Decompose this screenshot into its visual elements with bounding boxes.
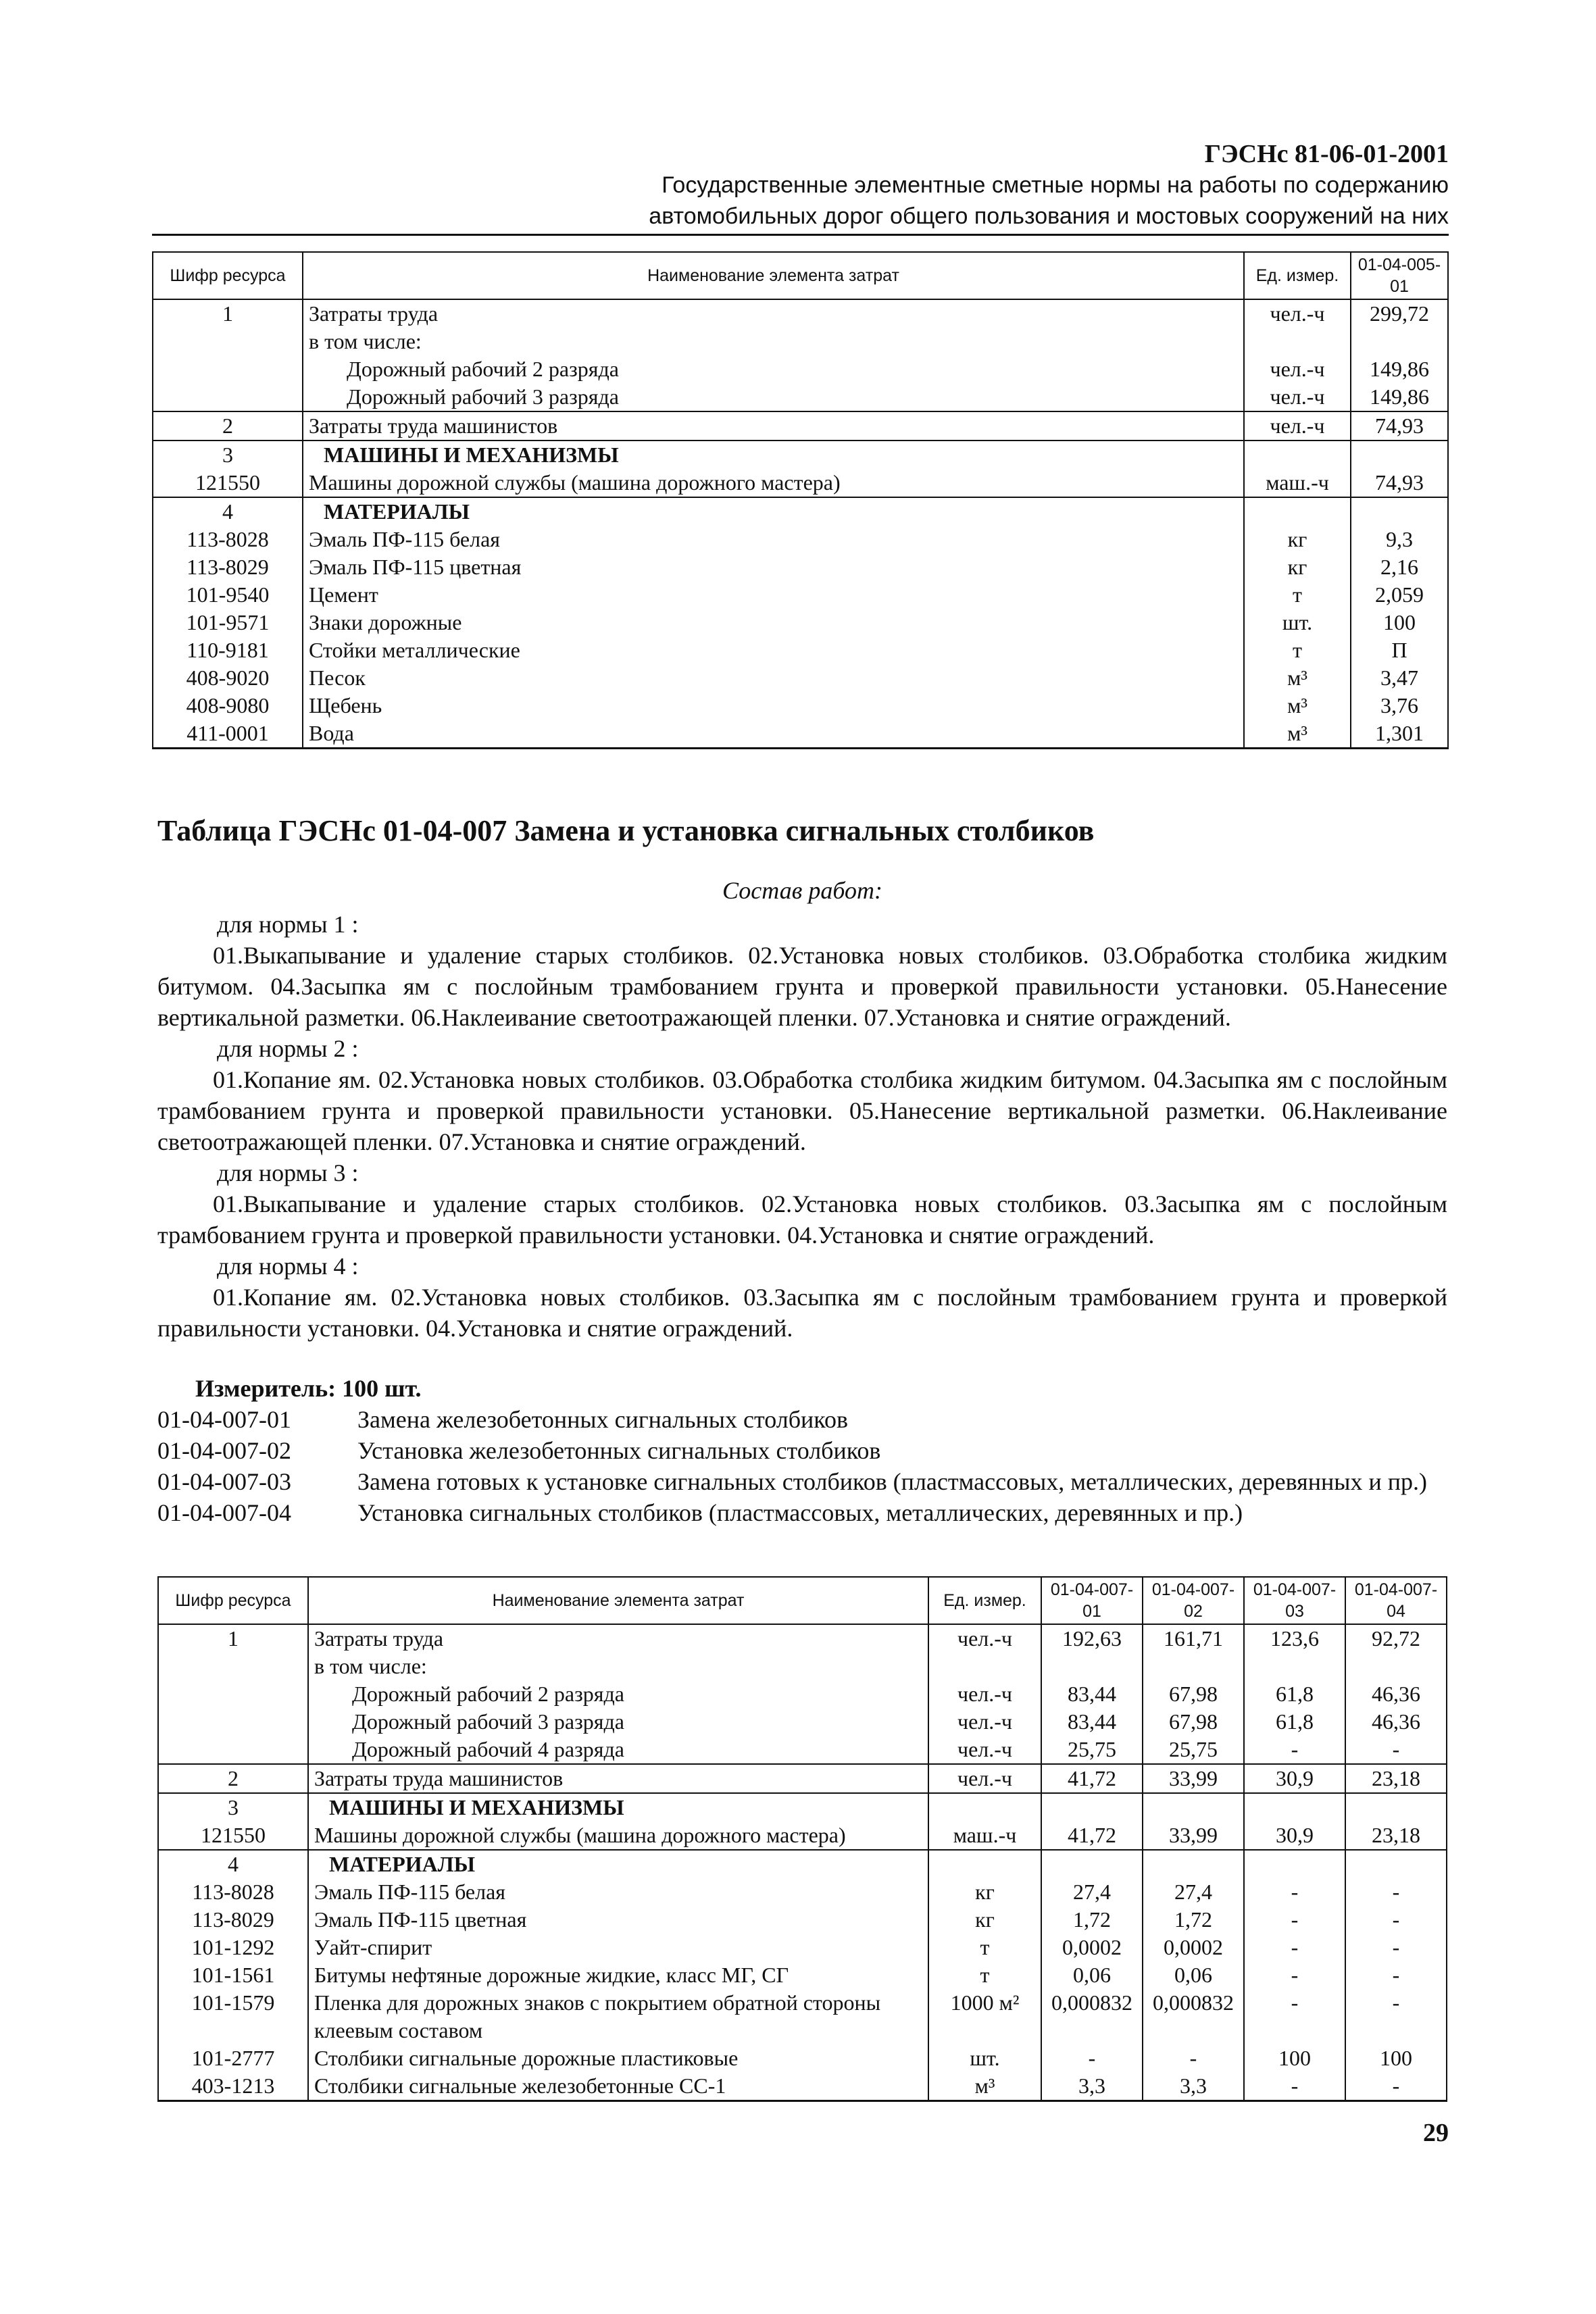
norm-value: 27,4 xyxy=(1143,1878,1244,1906)
cost-element-name: Эмаль ПФ-115 белая xyxy=(308,1878,928,1906)
cost-element-name: Эмаль ПФ-115 белая xyxy=(303,526,1244,553)
table-row xyxy=(158,1680,1447,1708)
norm-code: 01-04-007-02 xyxy=(157,1437,291,1464)
norm-value: 3,76 xyxy=(1351,692,1448,720)
cost-element-name: Дорожный рабочий 3 разряда xyxy=(308,1708,928,1736)
norm-4-text: 01.Копание ям. 02.Установка новых столбиков. 03.Засыпка ям с послойным трамбованием грунта и проверкой правильности установки. 04.Установка и снятие ограждений. xyxy=(157,1284,1447,1342)
resource-code xyxy=(158,1680,308,1708)
resource-table-01-04-005 xyxy=(152,251,1449,749)
section-heading: МАШИНЫ И МЕХАНИЗМЫ xyxy=(308,1793,928,1821)
resource-code: 121550 xyxy=(153,469,303,497)
unit: маш.-ч xyxy=(928,1821,1041,1850)
table-row xyxy=(158,1624,1447,1653)
unit: чел.-ч xyxy=(928,1680,1041,1708)
resource-code xyxy=(158,1708,308,1736)
norm-value: - xyxy=(1345,1736,1447,1764)
norm-2-label: для нормы 2 : xyxy=(217,1035,359,1062)
norm-description: Установка сигнальных столбиков (пластмассовых, металлических, деревянных и пр.) xyxy=(357,1499,1243,1526)
norm-value: 67,98 xyxy=(1143,1680,1244,1708)
document-title-line-1: Государственные элементные сметные нормы на работы по содержанию xyxy=(662,172,1449,198)
norm-value: 83,44 xyxy=(1041,1680,1143,1708)
cost-element-name: Дорожный рабочий 3 разряда xyxy=(303,383,1244,411)
resource-code: 113-8028 xyxy=(153,526,303,553)
norm-value: 9,3 xyxy=(1351,526,1448,553)
unit: чел.-ч xyxy=(928,1624,1041,1653)
work-composition-title: Состав работ: xyxy=(722,877,882,904)
norm-2-text: 01.Копание ям. 02.Установка новых столбиков. 03.Обработка столбика жидким битумом. 04.Засыпка ям с послойным трамбованием грунта и проверкой правильности установки. 05.Нанесение вертикальной разметки. 06.Наклеивание светоотражающей пленки. 07.Установка и снятие ограждений. xyxy=(157,1066,1447,1155)
norm-value xyxy=(1244,1653,1345,1680)
norm-3-text: 01.Выкапывание и удаление старых столбиков. 02.Установка новых столбиков. 03.Засыпка ям с послойным трамбованием грунта и проверкой правильности установки. 04.Установка и снятие ограждений. xyxy=(157,1190,1447,1249)
page-number: 29 xyxy=(1423,2119,1449,2147)
document-code: ГЭСНс 81-06-01-2001 xyxy=(1204,140,1449,168)
unit: чел.-ч xyxy=(1244,383,1351,411)
unit: м³ xyxy=(1244,720,1351,749)
norm-value: 33,99 xyxy=(1143,1821,1244,1850)
resource-table-01-04-007 xyxy=(157,1576,1447,2102)
header-unit: Ед. измер. xyxy=(928,1577,1041,1624)
header-resource-code: Шифр ресурса xyxy=(158,1577,308,1624)
table-row xyxy=(158,1878,1447,1906)
cost-element-name: Затраты труда xyxy=(303,299,1244,328)
norm-value: - xyxy=(1244,1989,1345,2044)
unit: шт. xyxy=(928,2044,1041,2072)
cost-element-name: Стойки металлические xyxy=(303,636,1244,664)
norm-value: - xyxy=(1244,1736,1345,1764)
norm-value xyxy=(1244,1793,1345,1821)
unit xyxy=(928,1793,1041,1821)
page-header xyxy=(649,139,1449,232)
norm-value: 149,86 xyxy=(1351,355,1448,383)
resource-code xyxy=(153,328,303,355)
resource-code: 101-1292 xyxy=(158,1934,308,1961)
norm-value: 2,059 xyxy=(1351,581,1448,609)
resource-code: 3 xyxy=(158,1793,308,1821)
norm-value: 100 xyxy=(1345,2044,1447,2072)
table-row xyxy=(153,383,1448,411)
unit: кг xyxy=(928,1878,1041,1906)
unit: кг xyxy=(1244,526,1351,553)
measure-item xyxy=(157,1404,1447,1435)
resource-code: 411-0001 xyxy=(153,720,303,749)
cost-element-name: Вода xyxy=(303,720,1244,749)
resource-code: 4 xyxy=(158,1850,308,1878)
resource-code: 4 xyxy=(153,497,303,526)
norm-value xyxy=(1345,1793,1447,1821)
resource-code: 101-1561 xyxy=(158,1961,308,1989)
norm-code: 01-04-007-03 xyxy=(157,1468,291,1495)
cost-element-name: Затраты труда машинистов xyxy=(303,411,1244,441)
unit: маш.-ч xyxy=(1244,469,1351,497)
norm-value xyxy=(1143,1793,1244,1821)
header-rule xyxy=(152,234,1449,236)
table-row xyxy=(153,497,1448,526)
norm-value: 27,4 xyxy=(1041,1878,1143,1906)
table-row xyxy=(158,1708,1447,1736)
unit: 1000 м² xyxy=(928,1989,1041,2044)
norm-value: 25,75 xyxy=(1143,1736,1244,1764)
norm-description: Замена готовых к установке сигнальных столбиков (пластмассовых, металлических, деревянных и пр.) xyxy=(357,1468,1427,1495)
cost-element-name: Затраты труда xyxy=(308,1624,928,1653)
norm-value: 0,000832 xyxy=(1041,1989,1143,2044)
table-row xyxy=(158,1653,1447,1680)
norm-value xyxy=(1244,1850,1345,1878)
norm-1-label: для нормы 1 : xyxy=(217,911,359,938)
resource-code xyxy=(158,1736,308,1764)
table-row xyxy=(153,441,1448,469)
unit: кг xyxy=(928,1906,1041,1934)
norm-value xyxy=(1345,1850,1447,1878)
table-row xyxy=(158,1793,1447,1821)
table-row xyxy=(153,664,1448,692)
resource-code: 101-9571 xyxy=(153,609,303,636)
resource-code: 101-2777 xyxy=(158,2044,308,2072)
norm-value: 161,71 xyxy=(1143,1624,1244,1653)
norm-value: 299,72 xyxy=(1351,299,1448,328)
norm-value: 46,36 xyxy=(1345,1708,1447,1736)
norm-4-label: для нормы 4 : xyxy=(217,1253,359,1280)
unit: м³ xyxy=(1244,664,1351,692)
norm-value: 83,44 xyxy=(1041,1708,1143,1736)
norm-value: 3,47 xyxy=(1351,664,1448,692)
norm-value: 3,3 xyxy=(1041,2072,1143,2101)
norm-value xyxy=(1351,328,1448,355)
cost-element-name: Пленка для дорожных знаков с покрытием обратной стороны клеевым составом xyxy=(308,1989,928,2044)
norm-value: 100 xyxy=(1351,609,1448,636)
table-row xyxy=(153,692,1448,720)
norm-value: 1,72 xyxy=(1041,1906,1143,1934)
resource-code: 408-9020 xyxy=(153,664,303,692)
norm-value: - xyxy=(1345,2072,1447,2101)
cost-element-name: Песок xyxy=(303,664,1244,692)
norm-value: 30,9 xyxy=(1244,1821,1345,1850)
norm-value: - xyxy=(1244,1878,1345,1906)
unit: т xyxy=(928,1934,1041,1961)
resource-code: 113-8029 xyxy=(158,1906,308,1934)
norm-value: 25,75 xyxy=(1041,1736,1143,1764)
unit: м³ xyxy=(1244,692,1351,720)
resource-code: 113-8028 xyxy=(158,1878,308,1906)
resource-code xyxy=(153,383,303,411)
unit: чел.-ч xyxy=(1244,411,1351,441)
norm-value xyxy=(1041,1850,1143,1878)
unit: т xyxy=(1244,636,1351,664)
table-row xyxy=(158,1989,1447,2044)
norm-value: 0,0002 xyxy=(1041,1934,1143,1961)
norm-value: 92,72 xyxy=(1345,1624,1447,1653)
norm-value xyxy=(1143,1653,1244,1680)
unit: т xyxy=(928,1961,1041,1989)
norm-value: - xyxy=(1345,1961,1447,1989)
resource-code: 408-9080 xyxy=(153,692,303,720)
norm-value: 61,8 xyxy=(1244,1680,1345,1708)
header-cost-element-name: Наименование элемента затрат xyxy=(308,1577,928,1624)
table-row xyxy=(158,1821,1447,1850)
header-cost-element-name: Наименование элемента затрат xyxy=(303,252,1244,299)
norm-value: 41,72 xyxy=(1041,1764,1143,1793)
norm-value: 74,93 xyxy=(1351,469,1448,497)
cost-element-name: Машины дорожной службы (машина дорожного мастера) xyxy=(308,1821,928,1850)
unit xyxy=(928,1850,1041,1878)
norm-value: - xyxy=(1345,1989,1447,2044)
cost-element-name: Уайт-спирит xyxy=(308,1934,928,1961)
unit: чел.-ч xyxy=(928,1736,1041,1764)
cost-element-name: Затраты труда машинистов xyxy=(308,1764,928,1793)
section-heading: МАТЕРИАЛЫ xyxy=(308,1850,928,1878)
cost-element-name: Цемент xyxy=(303,581,1244,609)
table-row xyxy=(158,1850,1447,1878)
table-row xyxy=(153,720,1448,749)
table-row xyxy=(153,609,1448,636)
header-norm-01-04-007-01: 01-04-007-01 xyxy=(1041,1577,1143,1624)
table-row xyxy=(158,1906,1447,1934)
resource-code: 3 xyxy=(153,441,303,469)
resource-code: 101-1579 xyxy=(158,1989,308,2044)
header-resource-code: Шифр ресурса xyxy=(153,252,303,299)
resource-code xyxy=(158,1653,308,1680)
norm-3-label: для нормы 3 : xyxy=(217,1159,359,1186)
table-title: Таблица ГЭСНс 01-04-007 Замена и установка сигнальных столбиков xyxy=(157,814,1095,847)
norm-value xyxy=(1345,1653,1447,1680)
norm-value: - xyxy=(1041,2044,1143,2072)
norm-value xyxy=(1351,441,1448,469)
norm-value xyxy=(1041,1793,1143,1821)
norm-value xyxy=(1351,497,1448,526)
norm-value: 0,0002 xyxy=(1143,1934,1244,1961)
norm-value: 33,99 xyxy=(1143,1764,1244,1793)
norm-description: Замена железобетонных сигнальных столбиков xyxy=(357,1406,848,1433)
measure-item xyxy=(157,1466,1447,1497)
norm-code: 01-04-007-01 xyxy=(157,1406,291,1433)
unit xyxy=(1244,441,1351,469)
header-norm-01-04-007-03: 01-04-007-03 xyxy=(1244,1577,1345,1624)
norm-value: - xyxy=(1244,2072,1345,2101)
norm-value: 1,72 xyxy=(1143,1906,1244,1934)
resource-code: 113-8029 xyxy=(153,553,303,581)
unit: м³ xyxy=(928,2072,1041,2101)
cost-element-name: Машины дорожной службы (машина дорожного мастера) xyxy=(303,469,1244,497)
norm-value: - xyxy=(1345,1934,1447,1961)
unit: кг xyxy=(1244,553,1351,581)
norm-value: 2,16 xyxy=(1351,553,1448,581)
table-row xyxy=(153,355,1448,383)
unit: шт. xyxy=(1244,609,1351,636)
unit: т xyxy=(1244,581,1351,609)
norm-value: 0,06 xyxy=(1143,1961,1244,1989)
resource-code: 121550 xyxy=(158,1821,308,1850)
norm-value xyxy=(1041,1653,1143,1680)
norm-value: 149,86 xyxy=(1351,383,1448,411)
unit: чел.-ч xyxy=(1244,299,1351,328)
unit xyxy=(1244,328,1351,355)
norm-value: 46,36 xyxy=(1345,1680,1447,1708)
norm-value: 41,72 xyxy=(1041,1821,1143,1850)
unit: чел.-ч xyxy=(928,1708,1041,1736)
norm-value: - xyxy=(1143,2044,1244,2072)
norm-value: 67,98 xyxy=(1143,1708,1244,1736)
table-row xyxy=(158,1934,1447,1961)
cost-element-name: Щебень xyxy=(303,692,1244,720)
measure-item xyxy=(157,1435,1447,1466)
table-row xyxy=(158,2072,1447,2101)
table-row xyxy=(153,411,1448,441)
norm-value: 1,301 xyxy=(1351,720,1448,749)
norm-value: - xyxy=(1244,1934,1345,1961)
header-norm-01-04-007-04: 01-04-007-04 xyxy=(1345,1577,1447,1624)
measure-label: Измеритель: 100 шт. xyxy=(195,1375,422,1402)
table-row xyxy=(158,1961,1447,1989)
header-unit: Ед. измер. xyxy=(1244,252,1351,299)
resource-code: 1 xyxy=(158,1624,308,1653)
resource-code: 2 xyxy=(158,1764,308,1793)
cost-element-name: в том числе: xyxy=(303,328,1244,355)
unit: чел.-ч xyxy=(928,1764,1041,1793)
document-title-line-2: автомобильных дорог общего пользования и мостовых сооружений на них xyxy=(649,203,1449,229)
cost-element-name: Эмаль ПФ-115 цветная xyxy=(308,1906,928,1934)
norm-description: Установка железобетонных сигнальных столбиков xyxy=(357,1437,881,1464)
header-norm-01-04-005-01: 01-04-005-01 xyxy=(1351,252,1448,299)
table-row xyxy=(158,2044,1447,2072)
measure-block xyxy=(157,1373,1447,1528)
cost-element-name: Дорожный рабочий 2 разряда xyxy=(308,1680,928,1708)
norm-value: 23,18 xyxy=(1345,1821,1447,1850)
norm-value: 0,000832 xyxy=(1143,1989,1244,2044)
section-heading: МАТЕРИАЛЫ xyxy=(303,497,1244,526)
norm-value: 100 xyxy=(1244,2044,1345,2072)
norm-value xyxy=(1143,1850,1244,1878)
resource-code: 110-9181 xyxy=(153,636,303,664)
norm-value: - xyxy=(1244,1906,1345,1934)
cost-element-name: Дорожный рабочий 4 разряда xyxy=(308,1736,928,1764)
table-row xyxy=(158,1764,1447,1793)
table-row xyxy=(153,469,1448,497)
resource-code: 403-1213 xyxy=(158,2072,308,2101)
unit xyxy=(1244,497,1351,526)
table-row xyxy=(153,299,1448,328)
table-row xyxy=(153,328,1448,355)
section-heading: МАШИНЫ И МЕХАНИЗМЫ xyxy=(303,441,1244,469)
norm-code: 01-04-007-04 xyxy=(157,1499,291,1526)
norm-value: П xyxy=(1351,636,1448,664)
norm-value: 74,93 xyxy=(1351,411,1448,441)
norm-value: - xyxy=(1345,1906,1447,1934)
header-norm-01-04-007-02: 01-04-007-02 xyxy=(1143,1577,1244,1624)
table-row xyxy=(153,581,1448,609)
cost-element-name: Столбики сигнальные дорожные пластиковые xyxy=(308,2044,928,2072)
resource-code xyxy=(153,355,303,383)
cost-element-name: Битумы нефтяные дорожные жидкие, класс МГ, СГ xyxy=(308,1961,928,1989)
cost-element-name: в том числе: xyxy=(308,1653,928,1680)
unit xyxy=(928,1653,1041,1680)
table-row xyxy=(158,1736,1447,1764)
table-row xyxy=(153,553,1448,581)
norm-value: 3,3 xyxy=(1143,2072,1244,2101)
cost-element-name: Эмаль ПФ-115 цветная xyxy=(303,553,1244,581)
resource-code: 101-9540 xyxy=(153,581,303,609)
norm-value: - xyxy=(1244,1961,1345,1989)
measure-item xyxy=(157,1497,1447,1528)
norm-value: 23,18 xyxy=(1345,1764,1447,1793)
resource-code: 1 xyxy=(153,299,303,328)
cost-element-name: Дорожный рабочий 2 разряда xyxy=(303,355,1244,383)
table-row xyxy=(153,636,1448,664)
norm-1-text: 01.Выкапывание и удаление старых столбиков. 02.Установка новых столбиков. 03.Обработка столбика жидким битумом. 04.Засыпка ям с послойным трамбованием грунта и проверкой правильности установки. 05.Нанесение вертикальной разметки. 06.Наклеивание светоотражающей пленки. 07.Установка и снятие ограждений. xyxy=(157,942,1447,1031)
norm-value: 0,06 xyxy=(1041,1961,1143,1989)
table-row xyxy=(153,526,1448,553)
unit: чел.-ч xyxy=(1244,355,1351,383)
norm-value: - xyxy=(1345,1878,1447,1906)
work-composition xyxy=(157,909,1447,1344)
norm-value: 123,6 xyxy=(1244,1624,1345,1653)
resource-code: 2 xyxy=(153,411,303,441)
cost-element-name: Знаки дорожные xyxy=(303,609,1244,636)
norm-value: 192,63 xyxy=(1041,1624,1143,1653)
cost-element-name: Столбики сигнальные железобетонные СС-1 xyxy=(308,2072,928,2101)
norm-value: 30,9 xyxy=(1244,1764,1345,1793)
norm-value: 61,8 xyxy=(1244,1708,1345,1736)
